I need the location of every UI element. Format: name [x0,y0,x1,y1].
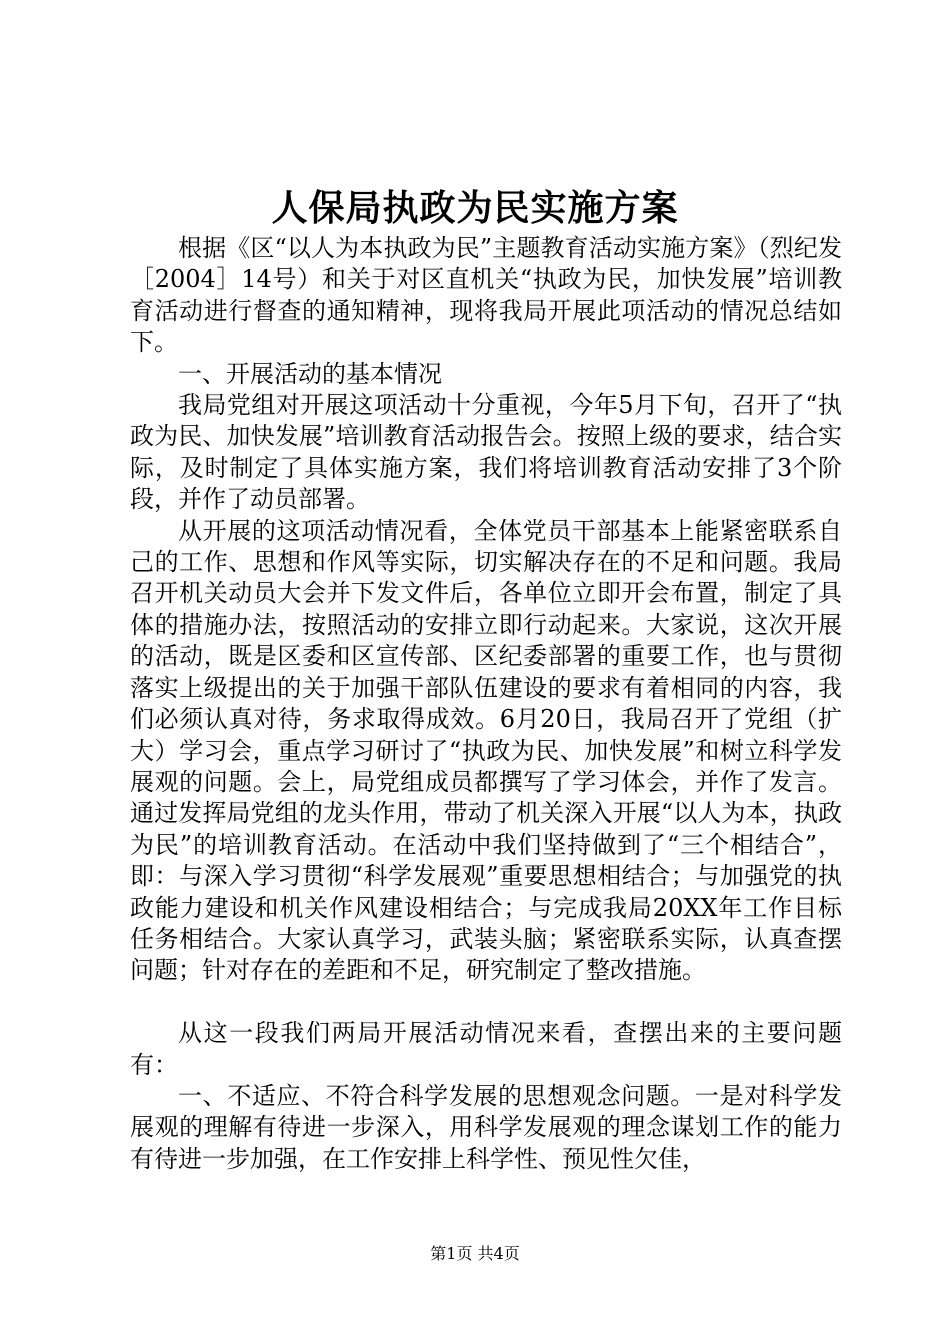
paragraph-intro: 根据《区“以人为本执政为民”主题教育活动实施方案》（烈纪发［2004］14号）和关于对区直机关“执政为民，加快发展”培训教育活动进行督查的通知精神，现将我局开展此项活动的情况总结如下。 [130,234,842,357]
paragraph-problem-one: 一、不适应、不符合科学发展的思想观念问题。一是对科学发展观的理解有待进一步深入，用科学发展观的理念谋划工作的能力有待进一步加强，在工作安排上科学性、预见性欠佳， [130,1081,842,1173]
paragraph-activity-situation: 从开展的这项活动情况看，全体党员干部基本上能紧密联系自己的工作、思想和作风等实际，切实解决存在的不足和问题。我局召开机关动员大会并下发文件后，各单位立即开会布置，制定了具体的措施办法，按照活动的安排立即行动起来。大家说，这次开展的活动，既是区委和区宣传部、区纪委部署的重要工作，也与贯彻落实上级提出的关于加强干部队伍建设的要求有着相同的内容，我们必须认真对待，务求取得成效。6月20日，我局召开了党组（扩大）学习会，重点学习研讨了“执政为民、加快发展”和树立科学发展观的问题。会上，局党组成员都撰写了学习体会，并作了发言。通过发挥局党组的龙头作用，带动了机关深入开展“以人为本，执政为民”的培训教育活动。在活动中我们坚持做到了“三个相结合”，即：与深入学习贯彻“科学发展观”重要思想相结合；与加强党的执政能力建设和机关作风建设相结合；与完成我局20XX年工作目标任务相结合。大家认真学习，武装头脑；紧密联系实际，认真查摆问题；针对存在的差距和不足，研究制定了整改措施。 [130,516,842,985]
paragraph-main-problems: 从这一段我们两局开展活动情况来看，查摆出来的主要问题有： [130,1019,842,1079]
page-footer: 第1页 共4页 [430,1244,520,1263]
section-heading-basic-situation: 一、开展活动的基本情况 [178,359,442,388]
document-body [130,233,842,1175]
document-title: 人保局执政为民实施方案 [271,187,679,229]
paragraph-party-group: 我局党组对开展这项活动十分重视，今年5月下旬，召开了“执政为民、加快发展”培训教育活动报告会。按照上级的要求，结合实际，及时制定了具体实施方案，我们将培训教育活动安排了3个阶段，并作了动员部署。 [130,391,842,514]
